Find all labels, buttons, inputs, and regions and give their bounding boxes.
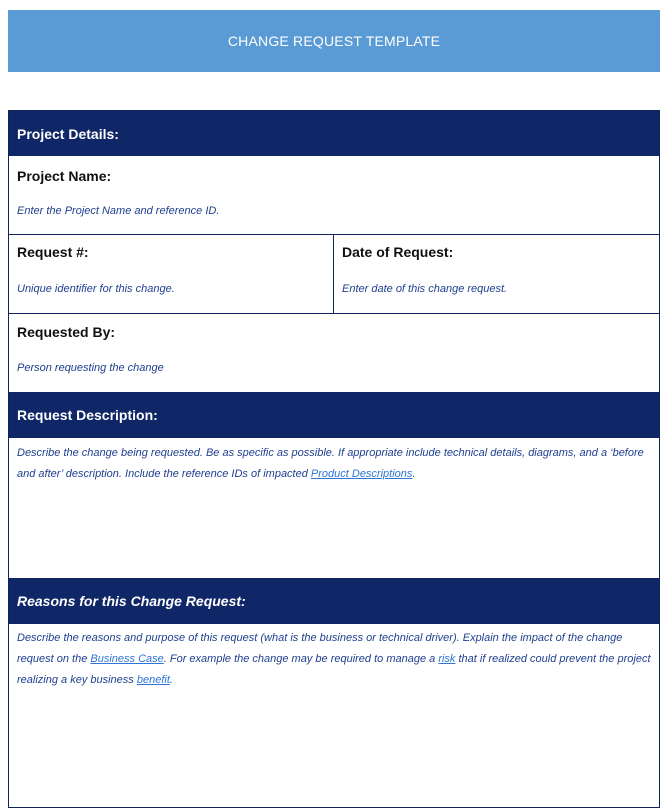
- request-description-area[interactable]: [9, 438, 659, 578]
- benefit-link[interactable]: benefit: [136, 674, 170, 686]
- project-name-field[interactable]: [9, 156, 659, 235]
- requested-by-label: Requested By:: [17, 324, 116, 340]
- request-number-field[interactable]: [9, 235, 334, 314]
- reasons-text-part-3: that if realized could prevent the project realizing a key business: [17, 653, 651, 686]
- date-of-request-field[interactable]: [334, 235, 659, 314]
- risk-link[interactable]: risk: [438, 653, 456, 665]
- section-title-request-description: Request Description:: [17, 407, 158, 423]
- reasons-area[interactable]: [9, 624, 659, 807]
- section-header-request-description: [9, 392, 659, 438]
- section-header-project-details: [9, 111, 659, 156]
- section-header-reasons: [9, 578, 659, 624]
- section-title-reasons: Reasons for this Change Request:: [17, 593, 246, 609]
- reasons-text-part-4: .: [169, 674, 173, 686]
- request-description-text-part: Describe the change being requested. Be as specific as possible. If appropriate include technical details, diagrams, and a ‘before and after’ description. Include the reference IDs of impacted: [17, 447, 644, 480]
- project-name-label: Project Name:: [17, 168, 112, 184]
- reasons-text: [17, 628, 653, 691]
- project-name-hint: Enter the Project Name and reference ID.: [17, 205, 220, 217]
- date-of-request-label: Date of Request:: [342, 244, 454, 260]
- request-description-text: [17, 443, 653, 485]
- product-descriptions-link[interactable]: Product Descriptions: [310, 468, 413, 480]
- requested-by-hint: Person requesting the change: [17, 362, 164, 374]
- template-title: CHANGE REQUEST TEMPLATE: [227, 33, 441, 49]
- section-title-project-details: Project Details:: [17, 125, 119, 142]
- template-title-bar: [8, 10, 660, 72]
- request-number-label: Request #:: [17, 244, 89, 260]
- reasons-text-part-2: . For example the change may be required to manage a: [163, 653, 439, 665]
- requested-by-field[interactable]: [9, 314, 659, 392]
- request-number-hint: Unique identifier for this change.: [17, 283, 175, 295]
- date-of-request-hint: Enter date of this change request.: [342, 283, 508, 295]
- reasons-text-part-1: Describe the reasons and purpose of this request (what is the business or technical driver). Explain the impact of the change request on the: [17, 632, 623, 665]
- request-description-text-end: .: [412, 468, 416, 480]
- change-request-form: [8, 110, 660, 808]
- business-case-link[interactable]: Business Case: [90, 653, 164, 665]
